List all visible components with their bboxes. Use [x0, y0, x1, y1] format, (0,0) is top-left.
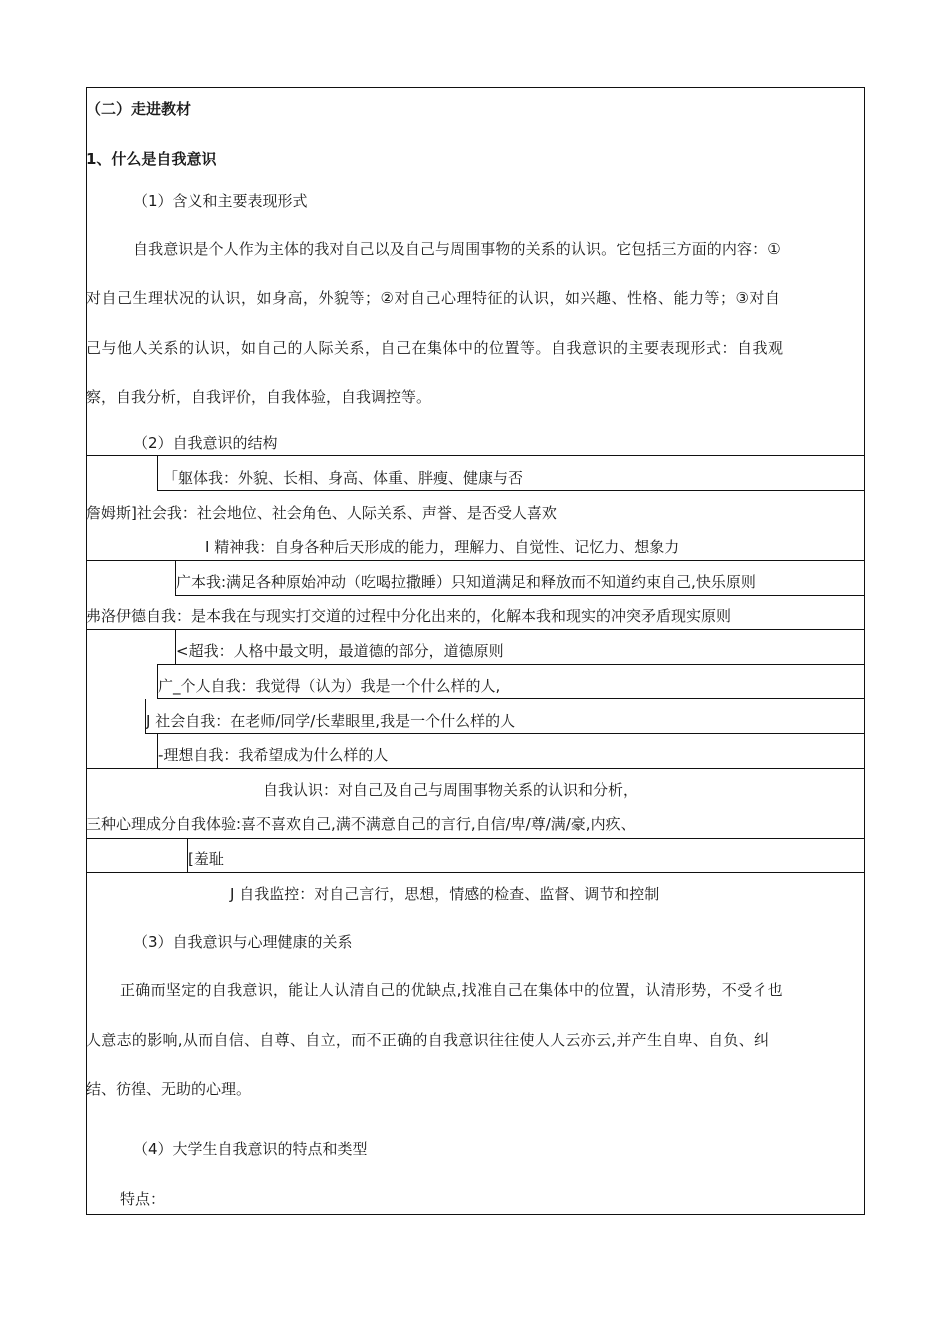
frame-right-border — [864, 87, 865, 1215]
section-heading: （二）走进教材 — [86, 100, 192, 118]
table-line — [86, 872, 865, 873]
freud-id: 广本我:满足各种原始冲动（吃喝拉撒睡）只知道满足和释放而不知道约束自己,快乐原则 — [176, 573, 756, 591]
table-line — [175, 595, 865, 596]
ideal-self: -理想自我：我希望成为什么样的人 — [158, 746, 389, 764]
table-line — [145, 733, 865, 734]
james-body-self: 「躯体我：外貌、长相、身高、体重、胖瘦、健康与否 — [163, 469, 524, 487]
social-self: J 社会自我：在老师/同学/长辈眼里,我是一个什么样的人 — [146, 712, 516, 730]
table-line — [86, 838, 865, 839]
part3-line-2: 人意志的影响,从而自信、自尊、自立，而不正确的自我意识往往使人人云亦云,并产生自卑、自负、纠 — [86, 1031, 770, 1049]
personal-self: 广_个人自我：我觉得（认为）我是一个什么样的人, — [158, 677, 501, 695]
part4-title: （4）大学生自我意识的特点和类型 — [133, 1140, 368, 1158]
james-social-self: 詹姆斯]社会我：社会地位、社会角色、人际关系、声誉、是否受人喜欢 — [86, 504, 557, 522]
part3-line-3: 结、彷徨、无助的心理。 — [86, 1080, 252, 1098]
table-line — [86, 768, 865, 769]
part1-line-1: 自我意识是个人作为主体的我对自己以及自己与周围事物的关系的认识。它包括三方面的内容：① — [133, 240, 781, 258]
part1-title: （1）含义和主要表现形式 — [133, 192, 308, 210]
part1-line-4: 察，自我分析，自我评价，自我体验，自我调控等。 — [86, 388, 432, 406]
part1-line-3: 己与他人关系的认识，如自己的人际关系，自己在集体中的位置等。自我意识的主要表现形式：自我观 — [86, 339, 784, 357]
james-spiritual-self: I 精神我：自身各种后天形成的能力，理解力、自觉性、记忆力、想象力 — [205, 538, 680, 556]
part3-line-1: 正确而坚定的自我意识，能让人认清自己的优缺点,找准自己在集体中的位置，认清形势，不受彳也 — [120, 981, 783, 999]
self-experience: 三种心理成分自我体验:喜不喜欢自己,满不满意自己的言行,自信/卑/尊/满/豪,内疚、 — [86, 815, 636, 833]
self-cognition: 自我认识：对自己及自己与周围事物关系的认识和分析， — [263, 781, 639, 799]
subsection-heading: 1、什么是自我意识 — [86, 150, 217, 168]
table-line — [157, 664, 865, 665]
part3-title: （3）自我意识与心理健康的关系 — [133, 933, 353, 951]
table-line — [86, 560, 865, 561]
table-line — [157, 698, 865, 699]
freud-ego: 弗洛伊德自我：是本我在与现实打交道的过程中分化出来的，化解本我和现实的冲突矛盾现实原则 — [86, 607, 732, 625]
part4-label: 特点： — [120, 1190, 166, 1208]
self-monitoring: J 自我监控：对自己言行，思想，情感的检查、监督、调节和控制 — [230, 885, 660, 903]
table-line — [86, 455, 865, 456]
part1-line-2: 对自己生理状况的认识，如身高，外貌等；②对自己心理特征的认识，如兴趣、性格、能力等；③对自 — [86, 289, 781, 307]
part2-title: （2）自我意识的结构 — [133, 434, 278, 452]
table-line — [157, 456, 158, 491]
frame-top-border — [86, 87, 865, 88]
freud-superego: <超我：人格中最文明，最道德的部分，道德原则 — [176, 642, 504, 660]
self-experience-cont: [羞耻 — [188, 850, 224, 868]
frame-bottom-border — [86, 1214, 865, 1215]
table-line — [157, 490, 865, 491]
table-line — [86, 629, 865, 630]
